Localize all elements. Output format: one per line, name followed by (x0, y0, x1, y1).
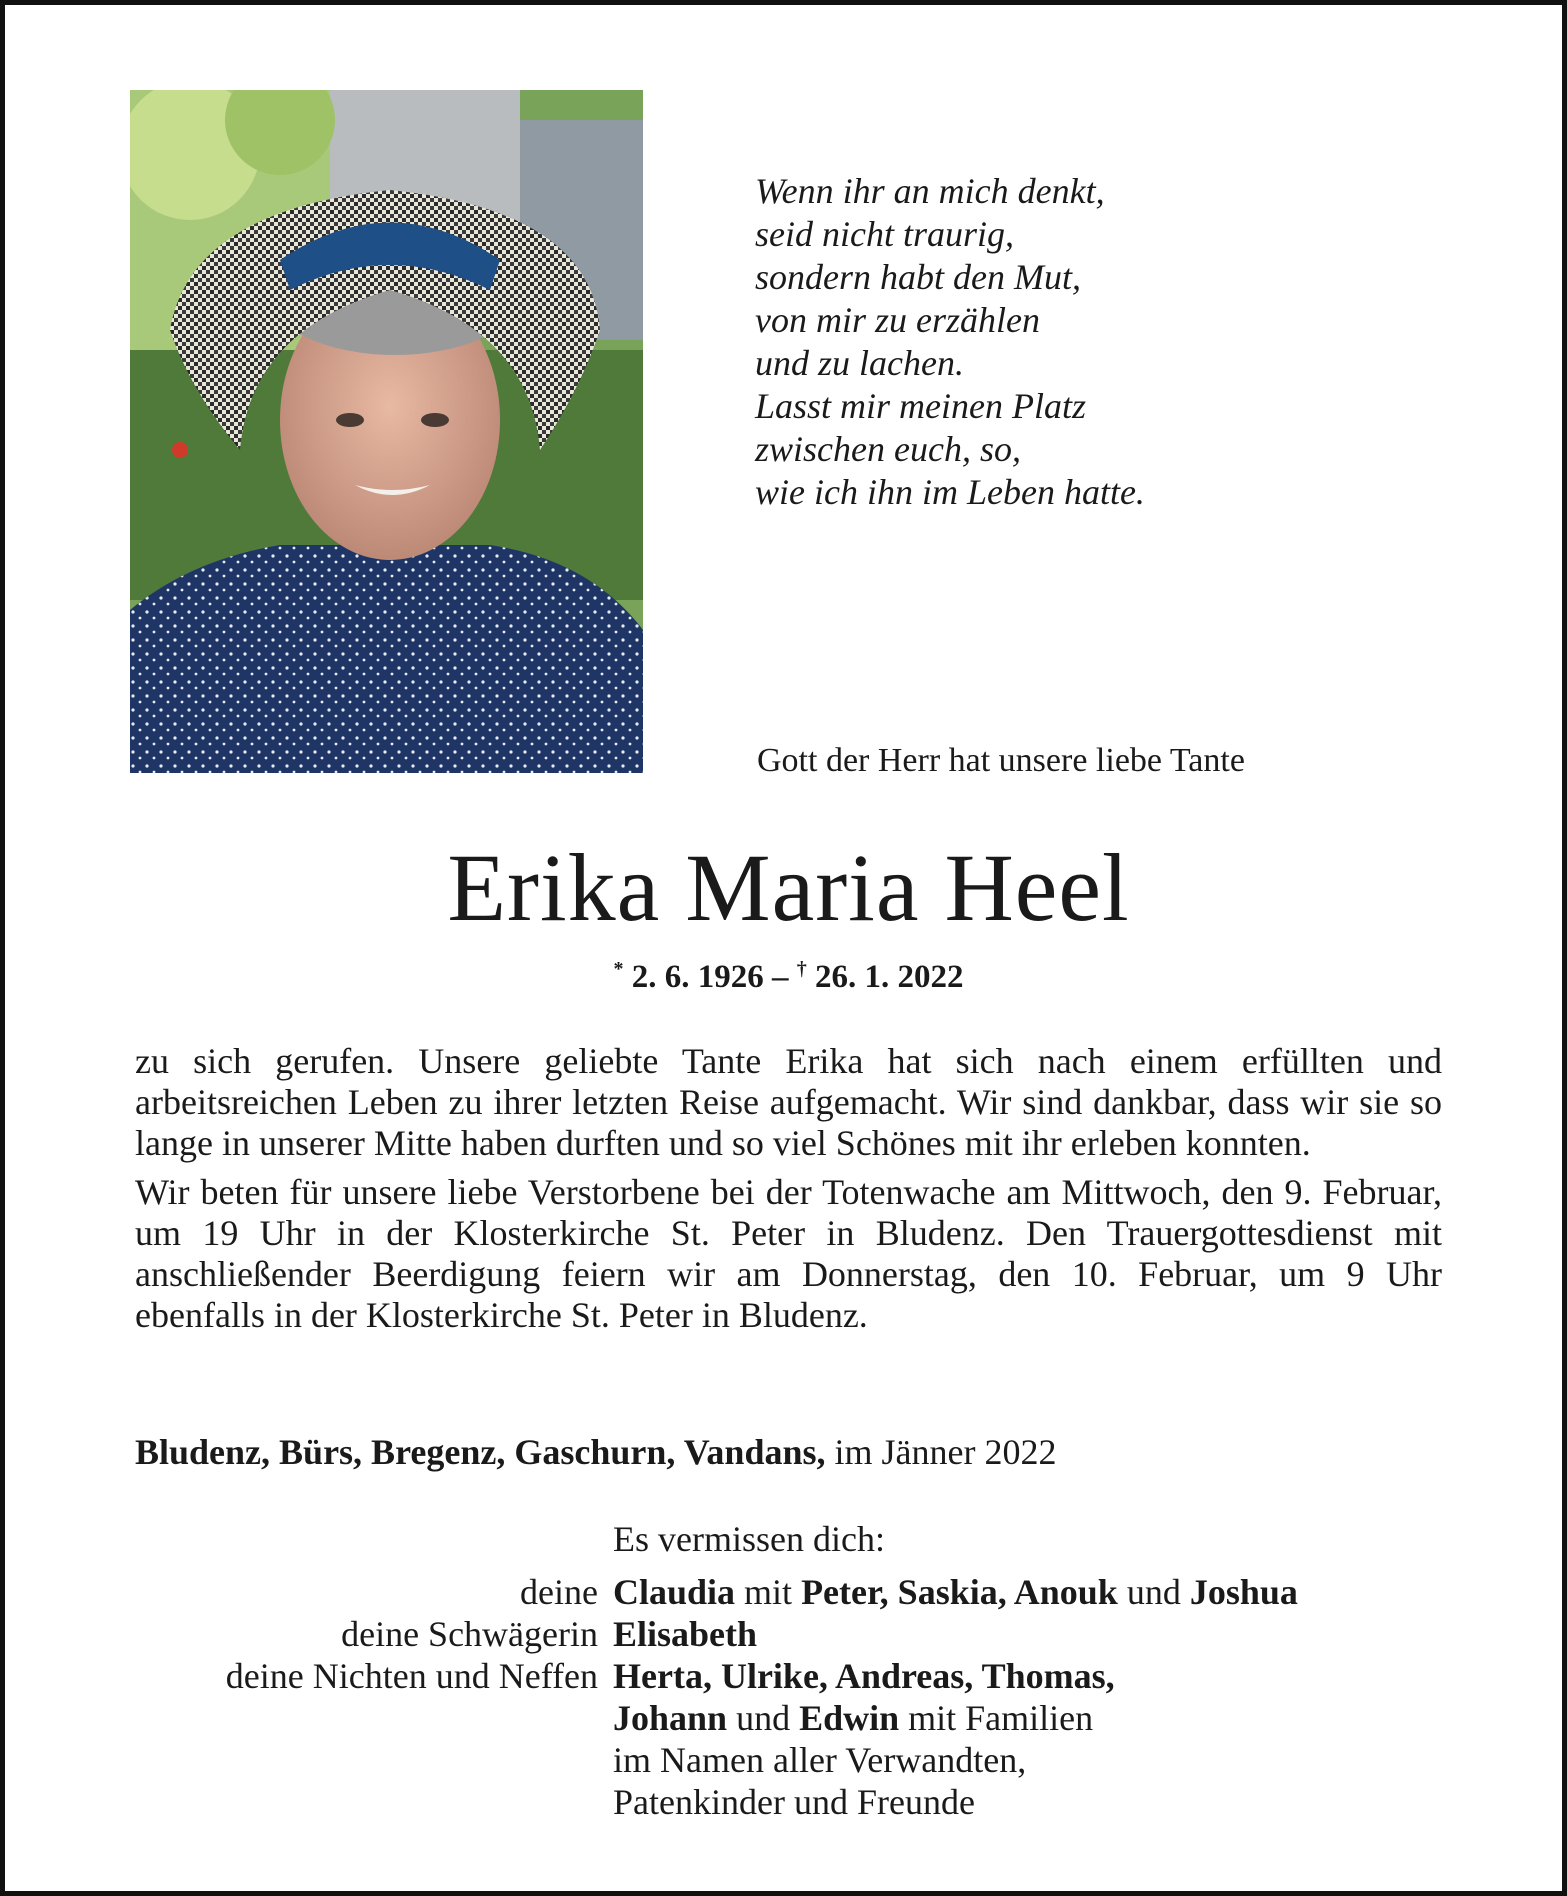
connector: und (1117, 1572, 1190, 1612)
birth-symbol: * (613, 958, 624, 980)
death-symbol: † (796, 958, 807, 980)
mourner-name: Herta, Ulrike, Andreas, Thomas, (613, 1656, 1115, 1696)
deceased-name: Erika Maria Heel (447, 834, 1130, 941)
mourner-name: Joshua (1189, 1572, 1298, 1612)
death-date: 26. 1. 2022 (815, 959, 964, 995)
connector: mit Familien (899, 1698, 1094, 1738)
relation-label: deine (520, 1572, 598, 1612)
date-separator: – (772, 959, 789, 995)
relation-label: deine Schwägerin (341, 1614, 598, 1654)
memorial-poem (755, 170, 1145, 514)
portrait-photo (130, 90, 643, 773)
mourners-heading: Es vermissen dich: (613, 1519, 885, 1559)
mourner-names (613, 1697, 1093, 1739)
relation-label (135, 1781, 613, 1823)
mourner-names (613, 1655, 1115, 1697)
paragraph: zu sich gerufen. Unsere geliebte Tante Erika hat sich nach einem erfüllten und arbeitsreichen Leben zu ihrer letzten Reise aufgemacht. Wir sind dankbar, dass wir sie so lange in unserer Mitte haben durften und so viel Schönes mit ihr erleben konnten. (135, 1041, 1442, 1163)
mourner-row (135, 1697, 1442, 1739)
relation-label (135, 1739, 613, 1781)
mourner-name: Claudia (613, 1572, 736, 1612)
mourner-row (135, 1781, 1442, 1823)
mourner-names (613, 1613, 757, 1655)
places-and-date (135, 1431, 1056, 1473)
mourner-name: Johann (613, 1698, 728, 1738)
mourner-row (135, 1613, 1442, 1655)
connector: und (727, 1698, 800, 1738)
connector: mit (735, 1572, 802, 1612)
mourner-note: Patenkinder und Freunde (613, 1782, 975, 1822)
portrait-image (130, 90, 643, 773)
obituary-text (135, 1041, 1442, 1344)
place-date: im Jänner 2022 (825, 1432, 1057, 1472)
relation-label: deine Nichten und Neffen (225, 1656, 598, 1696)
poem-line: von mir zu erzählen (755, 300, 1040, 340)
mourner-note: im Namen aller Verwandten, (613, 1740, 1027, 1780)
places-list: Bludenz, Bürs, Bregenz, Gaschurn, Vandans, (135, 1432, 826, 1472)
poem-line: sondern habt den Mut, (755, 257, 1081, 297)
life-dates (5, 958, 1567, 996)
mourner-name: Peter, Saskia, Anouk (801, 1572, 1118, 1612)
poem-line: seid nicht traurig, (755, 214, 1014, 254)
mourner-name: Elisabeth (613, 1614, 758, 1654)
mourner-row (135, 1655, 1442, 1697)
paragraph: Wir beten für unsere liebe Verstorbene bei der Totenwache am Mittwoch, den 9. Februar, um 19 Uhr in der Klosterkirche St. Peter in Bludenz. Den Trauergottesdienst mit anschließender Beerdigung feiern wir am Donnerstag, den 10. Februar, um 9 Uhr ebenfalls in der Klosterkirche St. Peter in Bludenz. (135, 1172, 1442, 1335)
poem-line: Wenn ihr an mich denkt, (755, 171, 1105, 211)
mourner-names (613, 1571, 1298, 1613)
poem-line: und zu lachen. (755, 343, 964, 383)
mourner-row (135, 1571, 1442, 1613)
poem-line: zwischen euch, so, (755, 429, 1021, 469)
poem-line: Lasst mir meinen Platz (755, 386, 1087, 426)
mourners-list (135, 1571, 1442, 1823)
birth-date: 2. 6. 1926 (631, 959, 764, 995)
mourner-name: Edwin (799, 1698, 900, 1738)
mourner-row (135, 1739, 1442, 1781)
poem-line: wie ich ihn im Leben hatte. (755, 472, 1145, 512)
intro-line: Gott der Herr hat unsere liebe Tante (757, 742, 1245, 779)
relation-label (135, 1697, 613, 1739)
